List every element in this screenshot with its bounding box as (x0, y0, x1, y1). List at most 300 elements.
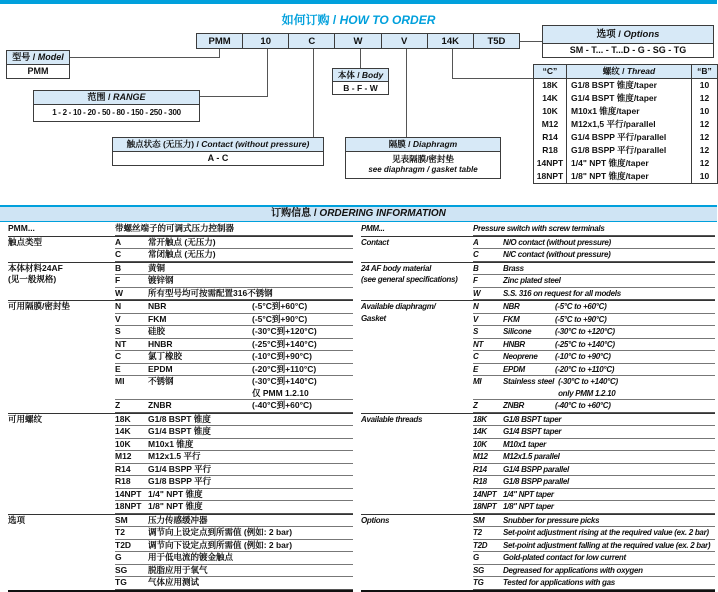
ordering-group (361, 223, 715, 236)
contact-label: 触点状态 (无压力) / Contact (without pressure) (112, 137, 324, 152)
ordering-row-code: NT (115, 338, 127, 349)
ordering-group (8, 223, 353, 236)
ordering-row-description: 1/4" NPT taper (503, 489, 554, 499)
thread-table-cell: 1/4" NPT 锥度/taper (571, 158, 649, 168)
ordering-row-code: R14 (473, 464, 487, 474)
ordering-group (8, 300, 353, 413)
ordering-row-temp-range (630, 552, 715, 564)
thread-table-cell: 10K (534, 105, 567, 118)
ordering-row-description: EPDM (148, 363, 173, 374)
ordering-row-description: G1/8 BSPP parallel (503, 477, 569, 486)
ordering-table-zh (8, 223, 353, 592)
ordering-row (473, 314, 715, 327)
ordering-group (8, 262, 353, 301)
ordering-row-temp-range: (-5°C到+90°C) (252, 313, 308, 324)
thread-col-c-header: “C” (534, 65, 567, 78)
ordering-row (115, 249, 353, 262)
ordering-row-description: Gold-plated contact for low current (503, 553, 626, 562)
thread-table-cell: 12 (691, 92, 717, 105)
ordering-row-temp-range (252, 275, 353, 287)
body-callout (332, 68, 389, 95)
ordering-row-description: 压力传感缓冲器 (148, 514, 208, 525)
ordering-row (115, 565, 353, 578)
ordering-row (473, 249, 715, 262)
ordering-group-label: 24 AF body material (see general specifications) (361, 263, 458, 284)
options-label: 选项 / Options (542, 25, 714, 44)
ordering-row-code: M12 (115, 451, 132, 461)
ordering-row-description: 常闭触点 (无压力) (148, 249, 216, 259)
ordering-group (361, 514, 715, 590)
ordering-row-temp-range: (-30°C到+140°C) 仅 PMM 1.2.10 (252, 376, 317, 398)
ordering-row-description: N/O contact (without pressure) (503, 237, 611, 247)
ordering-row-description: G1/8 BSPT 锥度 (148, 413, 211, 424)
ordering-group (8, 514, 353, 590)
diaphragm-value-en: see diaphragm / gasket table (368, 165, 478, 174)
ordering-row-description: Snubber for pressure picks (503, 515, 600, 525)
ordering-row-description: FKM (148, 313, 167, 324)
model-label: 型号 / Model (6, 50, 70, 65)
ordering-row-temp-range (252, 515, 353, 527)
ordering-group-rows (473, 515, 715, 590)
options-value: SM - T... - T...D - G - SG - TG (542, 44, 714, 58)
ordering-row-description: Brass (503, 263, 524, 273)
ordering-row-temp-range (573, 476, 715, 488)
ordering-group-label: Available threads (361, 414, 423, 424)
thread-table-body (534, 79, 717, 183)
ordering-row-temp-range: (-5°C to +90°C) (555, 314, 607, 324)
ordering-row-description: NBR (148, 301, 167, 311)
ordering-row-temp-range: (-30°C to +120°C) (555, 327, 615, 336)
ordering-row-description: G1/8 BSPP 平行 (148, 476, 212, 486)
ordering-row-description: ZNBR (503, 401, 525, 410)
thread-table-row (534, 105, 717, 118)
ordering-row-temp-range (252, 451, 353, 463)
ordering-row-code: C (115, 351, 122, 361)
ordering-row (473, 540, 715, 553)
ordering-row-description: HNBR (503, 339, 525, 349)
ordering-group (361, 413, 715, 514)
ordering-row (473, 464, 715, 477)
ordering-row-code: SM (473, 515, 485, 525)
ordering-row-description: G1/4 BSPP parallel (503, 464, 569, 474)
ordering-row-description: 脱脂应用于氧气 (148, 564, 208, 575)
thread-table-cell: 12 (691, 131, 717, 144)
part-code-cell: C (288, 33, 335, 49)
ordering-row (473, 476, 715, 489)
ordering-row (473, 339, 715, 352)
thread-table-cell: G1/8 BSPT 锥度/taper (571, 80, 657, 90)
ordering-row (115, 489, 353, 502)
ordering-row (115, 464, 353, 477)
ordering-row-temp-range (252, 552, 353, 564)
ordering-row-code: TG (115, 577, 127, 587)
ordering-row-temp-range (573, 464, 715, 476)
thread-table-cell: 14K (534, 92, 567, 105)
ordering-row-description: Tested for applications with gas (503, 578, 615, 587)
top-accent-bar (0, 0, 717, 4)
ordering-row-description: G1/4 BSPT 锥度 (148, 426, 211, 436)
connector-line (219, 49, 220, 57)
ordering-row-temp-range (555, 439, 715, 451)
ordering-row-code: A (473, 237, 479, 247)
ordering-row-description: Zinc plated steel (503, 276, 561, 285)
ordering-row-code: E (473, 364, 479, 374)
connector-line (452, 78, 533, 79)
ordering-row-temp-range (615, 237, 715, 249)
ordering-group-label: PMM... (8, 223, 35, 233)
ordering-row-description: M10x1 锥度 (148, 438, 194, 449)
thread-table (533, 64, 718, 184)
ordering-row-description: 氯丁橡胶 (148, 351, 183, 361)
part-code-cell: T5D (473, 33, 520, 49)
ordering-row-temp-range (252, 426, 353, 438)
ordering-row-description: FKM (503, 314, 520, 324)
ordering-row (115, 263, 353, 276)
ordering-row-temp-range (619, 577, 715, 589)
thread-table-cell: 12 (691, 118, 717, 131)
ordering-group-rows (115, 237, 353, 262)
ordering-row-code: Z (115, 400, 121, 410)
ordering-group (361, 236, 715, 262)
ordering-row (473, 275, 715, 288)
ordering-group (8, 413, 353, 514)
ordering-row-temp-range: (-40°C to +60°C) (555, 401, 611, 410)
thread-table-cell: M12x1,5 平行/parallel (571, 119, 656, 129)
ordering-row-code: S (473, 327, 479, 336)
thread-table-header (534, 65, 717, 79)
ordering-row-temp-range (252, 464, 353, 476)
ordering-group-label: 可用螺纹 (8, 413, 43, 424)
ordering-group-label: 触点类型 (8, 236, 43, 247)
ordering-row-temp-range (252, 577, 353, 589)
ordering-row-description: M10x1 taper (503, 439, 546, 449)
diaphragm-callout (345, 137, 501, 179)
ordering-row-code: SM (115, 514, 128, 525)
ordering-row-description: N/C contact (without pressure) (503, 250, 611, 259)
ordering-row-description: 1/8" NPT taper (503, 502, 554, 511)
ordering-row (115, 237, 353, 250)
ordering-row-description: 带螺丝端子的可调式压力控制器 (115, 223, 235, 233)
contact-value: A - C (112, 152, 324, 166)
ordering-row-code: N (115, 301, 122, 311)
ordering-row (473, 489, 715, 502)
ordering-row-temp-range (296, 527, 353, 539)
ordering-row (115, 400, 353, 413)
ordering-row-description: Set-point adjustment rising at the required value (ex. 2 bar) (503, 528, 709, 537)
ordering-group-rows (473, 237, 715, 262)
ordering-row-temp-range (252, 565, 353, 577)
ordering-row (115, 476, 353, 489)
ordering-row (473, 426, 715, 439)
ordering-row (473, 515, 715, 528)
model-callout (6, 50, 70, 79)
ordering-row-temp-range: (-40°C到+60°C) (252, 400, 312, 410)
ordering-row-code: SG (115, 564, 128, 575)
ordering-row (115, 552, 353, 565)
ordering-row-temp-range (252, 476, 353, 488)
ordering-row (115, 364, 353, 377)
ordering-row-temp-range (252, 501, 353, 513)
ordering-row (115, 451, 353, 464)
ordering-row-description: 调节向上设定点到所需值 (例如: 2 bar) (148, 527, 293, 537)
ordering-row (473, 527, 715, 540)
ordering-row-temp-range: (-10°C to +90°C) (555, 352, 611, 361)
ordering-row-description: 气体应用测试 (148, 577, 200, 587)
ordering-row (115, 223, 353, 236)
ordering-row-code: Z (473, 401, 478, 410)
ordering-row-description: G1/8 BSPT taper (503, 414, 562, 424)
ordering-row (115, 288, 353, 301)
diaphragm-value-zh: 见表隔膜/密封垫 (392, 154, 454, 164)
ordering-row-temp-range (565, 275, 715, 287)
ordering-row (115, 426, 353, 439)
thread-table-cell: G1/4 BSPP 平行/parallel (571, 132, 667, 142)
ordering-row-code: A (115, 236, 122, 247)
connector-line (313, 49, 314, 137)
ordering-row-temp-range: (-5°C到+60°C) (252, 301, 308, 311)
ordering-row (473, 501, 715, 514)
ordering-row (115, 326, 353, 339)
thread-table-row (534, 118, 717, 131)
ordering-row-temp-range (603, 515, 715, 527)
ordering-row-temp-range: (-30°C到+120°C) (252, 326, 317, 336)
thread-table-row (534, 157, 717, 170)
ordering-row-code: T2 (473, 528, 482, 537)
ordering-row-description: G1/4 BSPT taper (503, 427, 562, 436)
thread-col-thread-header: 螺纹 / Thread (602, 66, 656, 76)
ordering-row-code: R14 (115, 463, 131, 474)
diaphragm-value (345, 152, 501, 179)
ordering-row-code: G (115, 552, 122, 562)
ordering-row (115, 339, 353, 352)
ordering-group-label: Available diaphragm/ Gasket (361, 302, 436, 323)
ordering-row-temp-range (252, 414, 353, 426)
connector-line (520, 41, 542, 42)
part-code-cell: V (381, 33, 428, 49)
ordering-row-temp-range (714, 540, 715, 552)
thread-table-cell: G1/4 BSPT 锥度/taper (571, 93, 657, 103)
ordering-row-code: SG (473, 565, 484, 575)
ordering-row-description: EPDM (503, 364, 525, 374)
part-code-row (196, 33, 520, 49)
ordering-row (473, 237, 715, 250)
thread-table-cell: 1/8" NPT 锥度/taper (571, 171, 649, 181)
ordering-row-temp-range (252, 237, 353, 249)
ordering-row-code: T2D (473, 540, 488, 550)
ordering-row (473, 451, 715, 464)
ordering-row-description: Degreased for applications with oxygen (503, 565, 643, 575)
ordering-row-description: M12x1.5 parallel (503, 452, 560, 461)
ordering-row-code: 18K (115, 413, 131, 424)
ordering-row (115, 414, 353, 427)
ordering-row-temp-range (252, 263, 353, 275)
ordering-row-description: Neoprene (503, 352, 538, 361)
ordering-row (473, 288, 715, 301)
ordering-row (115, 439, 353, 452)
ordering-row-code: W (473, 288, 481, 298)
ordering-row-code: R18 (115, 476, 131, 486)
contact-callout (112, 137, 324, 166)
ordering-group-label: 选项 (8, 514, 26, 525)
ordering-row-code: C (473, 250, 479, 259)
ordering-row-code: F (115, 275, 121, 285)
ordering-row (473, 400, 715, 413)
ordering-row-code: F (473, 276, 478, 285)
ordering-row-code: T2 (115, 527, 125, 537)
ordering-row-temp-range (565, 414, 715, 426)
ordering-row-temp-range (713, 527, 715, 539)
ordering-row (473, 263, 715, 276)
ordering-row (473, 223, 715, 236)
connector-line (452, 49, 453, 78)
ordering-row-code: N (473, 302, 479, 311)
body-label: 本体 / Body (332, 68, 389, 82)
ordering-group (8, 236, 353, 262)
part-code-cell: 10 (242, 33, 289, 49)
ordering-row-description: HNBR (148, 338, 173, 349)
ordering-row (473, 577, 715, 590)
ordering-row (473, 439, 715, 452)
ordering-row-temp-range (252, 439, 353, 451)
ordering-row-code: 14NPT (473, 489, 497, 499)
ordering-group-label: PMM... (361, 224, 385, 233)
ordering-group (361, 262, 715, 301)
ordering-row (473, 364, 715, 377)
thread-table-cell: 18K (534, 79, 567, 92)
ordering-row (115, 351, 353, 364)
model-value: PMM (6, 65, 70, 79)
thread-table-cell: 18NPT (534, 170, 567, 183)
ordering-row-description: 调节向下设定点到所需值 (例如: 2 bar) (148, 539, 293, 550)
ordering-row-code: R18 (473, 477, 487, 486)
ordering-group-rows (473, 263, 715, 301)
ordering-row (115, 515, 353, 528)
ordering-row-temp-range (564, 451, 715, 463)
ordering-group-label: Contact (361, 237, 389, 247)
thread-col-b-header: “B” (691, 65, 717, 78)
ordering-row-temp-range (277, 288, 353, 300)
ordering-row-temp-range: (-25°C to +140°C) (555, 339, 615, 349)
ordering-row-description: 不锈钢 (148, 376, 174, 386)
ordering-row (473, 376, 715, 400)
ordering-row-code: V (115, 313, 121, 324)
ordering-row-description: ZNBR (148, 400, 172, 410)
connector-line (406, 49, 407, 137)
ordering-row-description: 硅胶 (148, 326, 166, 336)
ordering-row-temp-range (558, 501, 715, 513)
ordering-row-code: B (473, 263, 479, 273)
ordering-row-code: M12 (473, 452, 488, 461)
ordering-row-code: 18K (473, 414, 487, 424)
thread-table-cell: 10 (691, 170, 717, 183)
ordering-row (473, 565, 715, 578)
thread-table-cell: M12 (534, 118, 567, 131)
thread-table-cell: 12 (691, 157, 717, 170)
ordering-group-rows (115, 414, 353, 514)
ordering-row (115, 301, 353, 314)
ordering-row-description: 黄铜 (148, 262, 166, 273)
ordering-row (115, 577, 353, 590)
ordering-row-temp-range (625, 288, 715, 300)
ordering-info-band: 订购信息 / ORDERING INFORMATION (0, 205, 717, 222)
thread-table-row (534, 92, 717, 105)
ordering-row (473, 351, 715, 364)
ordering-row-description: 1/8" NPT 锥度 (148, 501, 203, 511)
ordering-row-description: 镀锌钢 (148, 275, 174, 285)
ordering-row-temp-range: (-10°C到+90°C) (252, 351, 312, 361)
ordering-row (473, 552, 715, 565)
connector-line (200, 96, 268, 97)
ordering-row (115, 501, 353, 514)
ordering-row (115, 376, 353, 400)
ordering-row-description: 用于低电流的镀金触点 (148, 552, 234, 562)
ordering-row-description: 1/4" NPT 锥度 (148, 488, 203, 499)
part-code-cell: PMM (196, 33, 243, 49)
range-value: 1 - 2 - 10 - 20 - 50 - 80 - 150 - 250 - 300 (33, 105, 200, 122)
ordering-row (115, 275, 353, 288)
ordering-row-description: 所有型号均可按需配置316不锈钢 (148, 287, 273, 298)
ordering-group-rows (473, 414, 715, 514)
thread-table-row (534, 79, 717, 92)
ordering-group-label: 可用隔膜/密封垫 (8, 301, 70, 311)
ordering-row-code: 14K (473, 427, 487, 436)
how-to-order-title: 如何订购 / HOW TO ORDER (281, 13, 436, 27)
ordering-group-rows (115, 515, 353, 590)
ordering-group-rows (473, 301, 715, 413)
thread-table-cell: R18 (534, 144, 567, 157)
ordering-row-code: E (115, 363, 121, 374)
ordering-table-en (361, 223, 715, 592)
ordering-row-code: C (473, 352, 479, 361)
ordering-row-description: Set-point adjustment falling at the required value (ex. 2 bar) (503, 540, 711, 550)
ordering-row-code: MI (115, 376, 125, 386)
body-value: B - F - W (332, 82, 389, 95)
thread-table-row (534, 131, 717, 144)
ordering-row-temp-range (614, 249, 715, 261)
connector-line (267, 49, 268, 96)
ordering-row-code: MI (473, 377, 482, 386)
thread-table-cell: R14 (534, 131, 567, 144)
part-code-cell: W (334, 33, 381, 49)
ordering-row-description: S.S. 316 on request for all models (503, 288, 621, 298)
connector-line (360, 49, 361, 68)
thread-table-row (534, 144, 717, 157)
ordering-row (115, 314, 353, 327)
ordering-row-description: 常开触点 (无压力) (148, 236, 216, 247)
ordering-row-description: Silicone (503, 327, 532, 336)
ordering-row-code: G (473, 553, 479, 562)
thread-table-cell: 14NPT (534, 157, 567, 170)
thread-table-cell: G1/8 BSPP 平行/parallel (571, 145, 667, 155)
ordering-row-code: 18NPT (473, 502, 497, 511)
ordering-row (473, 326, 715, 339)
ordering-row-code: B (115, 262, 122, 273)
ordering-row-description: Pressure switch with screw terminals (473, 224, 605, 233)
options-callout (542, 25, 714, 58)
ordering-row-description: G1/4 BSPP 平行 (148, 463, 212, 474)
ordering-row-temp-range: (-5°C to +60°C) (555, 302, 607, 311)
ordering-row (473, 301, 715, 314)
thread-table-cell: 10 (691, 105, 717, 118)
ordering-row-temp-range (555, 263, 715, 275)
range-callout (33, 90, 200, 122)
ordering-row-temp-range: (-20°C to +110°C) (555, 364, 615, 374)
ordering-row-temp-range (296, 540, 353, 552)
thread-table-cell: 12 (691, 144, 717, 157)
ordering-row-code: 10K (115, 438, 131, 449)
ordering-row-temp-range (647, 565, 715, 577)
ordering-row-code: 18NPT (115, 501, 142, 511)
